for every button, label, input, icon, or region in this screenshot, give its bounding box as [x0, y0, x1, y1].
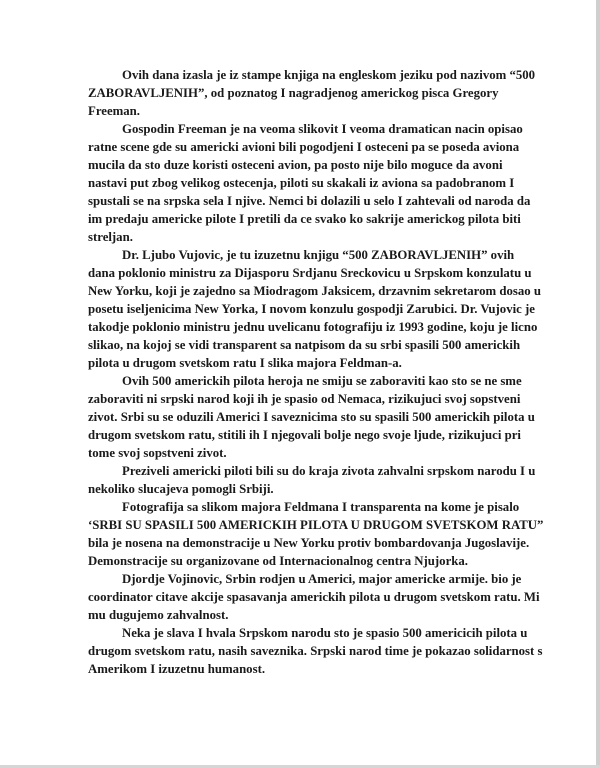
paragraph-pilots-heroes: Ovih 500 americkih pilota heroja ne smiju se zaboraviti kao sto se ne sme zaboraviti ni srpski narod koji ih je spasio od Nemaca, rizikujuci svoj sopstveni zivot. Srbi su se oduzili Americi I saveznicima sto su spasili 500 americkih pilota u drugom svetskom ratu, stitili ih I njegovali bolje nego svoje ljude, rizikujuci pri tome svoj sopstveni zivot. — [88, 374, 535, 460]
paragraph-photo-banner: Fotografija sa slikom majora Feldmana I transparenta na kome je pisalo ‘SRBI SU SPASILI 500 AMERICKIH PILOTA U DRUGOM SVETSKOM RATU” bila je nosena na demonstracije u New Yorku protiv bombardovanja Jugoslavije. Demonstracije su organizovane od Internacionalnog centra Njujorka. — [88, 500, 544, 568]
paragraph-survivors: Preziveli americki piloti bili su do kraja zivota zahvalni srpskom narodu I u nekoliko slucajeva pomogli Srbiji. — [88, 464, 536, 496]
paragraph-book-release: Ovih dana izasla je iz stampe knjiga na engleskom jeziku pod nazivom “500 ZABORAVLJENIH”, od poznatog I nagradjenog americkog pisca Gregory Freeman. — [88, 68, 536, 118]
scan-edge-right — [596, 0, 600, 768]
paragraph-vujovic-gift: Dr. Ljubo Vujovic, je tu izuzetnu knjigu “500 ZABORAVLJENIH” ovih dana poklonio ministru za Dijasporu Srdjanu Sreckovicu u Srpskom konzulatu u New Yorku, koji je zajedno sa Miodragom Jaksicem, drzavnim sekretarom dosao u posetu iseljenicima New Yorka, I novom konzulu gospodji Zarubici. Dr. Vujovic je takodje poklonio ministru jednu uvelicanu fotografiju iz 1993 godine, koju je licno slikao, na kojoj se vidi transparent sa natpisom da su srbi spasili 500 americkih pilota u drugom svetskom ratu I slika majora Feldman-a. — [88, 248, 541, 370]
paragraph-freeman-description: Gospodin Freeman je na veoma slikovit I veoma dramatican nacin opisao ratne scene gde su americki avioni bili pogodjeni I osteceni pa se poseda aviona mucila da sto duze koristi osteceni avion, pa posto nije bilo moguce da avoni nastavi put zbog velikog ostecenja, piloti su skakali iz aviona sa padobranom I spustali se na srpska sela I njive. Nemci bi dolazili u selo I zahtevali od naroda da im predaju americke pilote I pretili da ce svako ko sakrije americkog pilota biti streljan. — [88, 122, 531, 244]
article-body — [88, 66, 544, 678]
paragraph-glory: Neka je slava I hvala Srpskom narodu sto je spasio 500 americicih pilota u drugom svetskom ratu, nasih saveznika. Srpski narod time je pokazao solidarnost s Amerikom I izuzetnu humanost. — [88, 626, 543, 676]
paragraph-vojinovic: Djordje Vojinovic, Srbin rodjen u Americi, major americke armije. bio je coordinator citave akcije spasavanja americkih pilota u drugom svetskom ratu. Mi mu dugujemo zahvalnost. — [88, 572, 540, 622]
